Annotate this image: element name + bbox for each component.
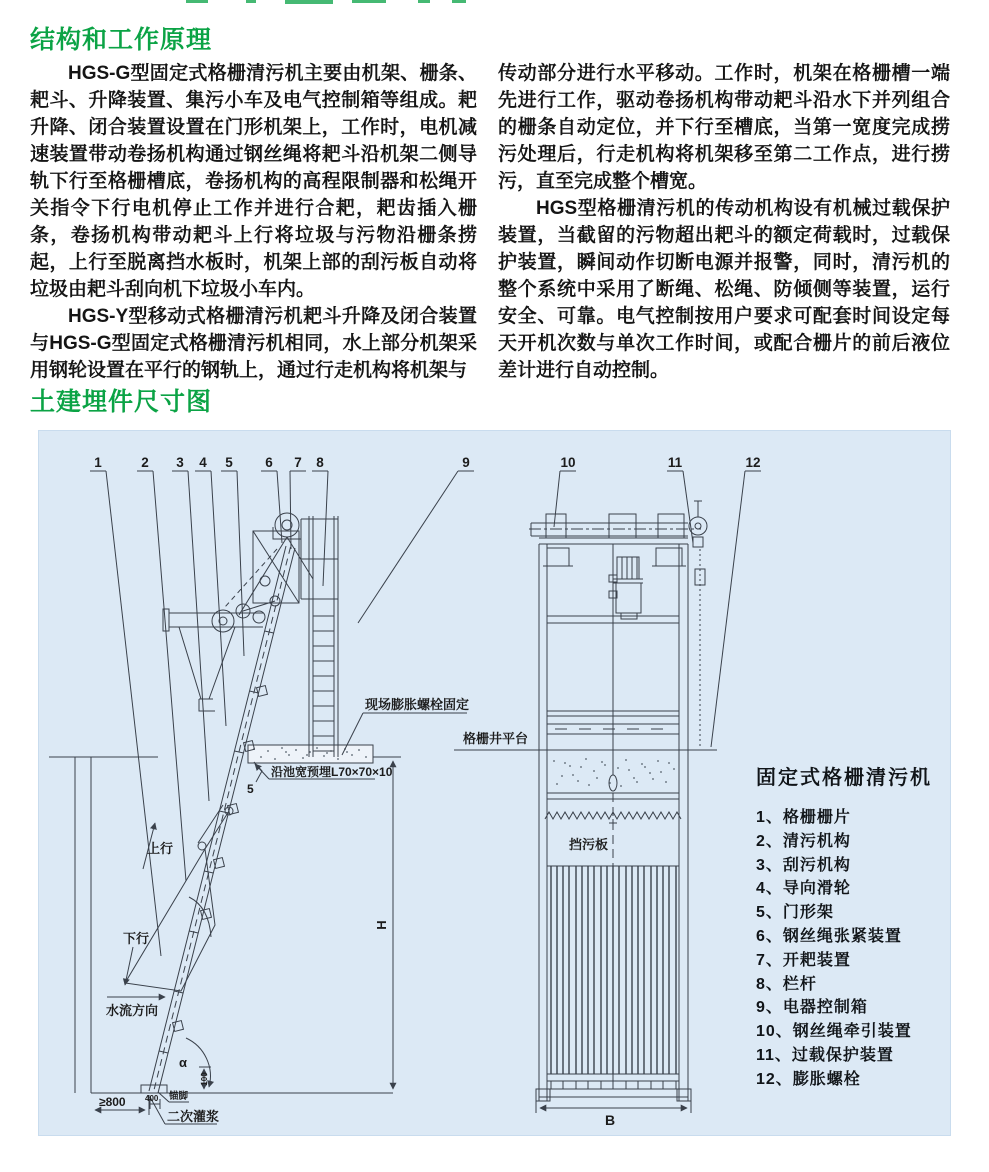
channel-wall <box>75 757 91 1093</box>
label-ge800: ≥800 <box>99 1095 126 1109</box>
callout-9: 9 <box>462 455 470 470</box>
legend-item: 11、过载保护装置 <box>756 1046 894 1064</box>
green-mark <box>352 0 386 3</box>
label-B: B <box>604 1112 616 1128</box>
dimension-diagram-panel <box>38 430 951 1136</box>
bearing-block <box>546 514 566 538</box>
principle-text-right-column <box>498 60 950 384</box>
label-platform: 格栅井平台 <box>463 731 529 746</box>
down-arrow <box>125 947 133 985</box>
label-site-bolt: 现场膨胀螺栓固定 <box>365 697 470 712</box>
callout-5: 5 <box>225 455 233 470</box>
label-up: 上行 <box>147 841 174 856</box>
section-title-principle: 结构和工作原理 <box>30 26 213 54</box>
overload-device-rod <box>694 501 702 517</box>
label-100: 100 <box>200 1072 209 1086</box>
legend-item: 1、格栅栅片 <box>756 809 851 826</box>
label-alpha: α <box>179 1055 187 1070</box>
gearbox <box>616 583 641 613</box>
legend-item: 6、钢丝绳张紧装置 <box>756 927 902 945</box>
legend-item: 8、栏杆 <box>756 975 817 993</box>
callout-2: 2 <box>141 455 149 470</box>
callout-1: 1 <box>94 455 102 470</box>
legend-item: 9、电器控制箱 <box>756 999 868 1017</box>
bearing-block <box>609 514 636 538</box>
label-grout: 二次灌浆 <box>167 1109 220 1124</box>
green-mark <box>285 0 333 4</box>
label-anchor: 锚脚 <box>169 1091 189 1102</box>
section-title-civil-dimensions: 土建埋件尺寸图 <box>30 388 213 416</box>
callout-3: 3 <box>176 455 184 470</box>
drawing-labels <box>94 455 760 1128</box>
front-view-drawing <box>454 501 717 1113</box>
label-flow: 水流方向 <box>106 1003 159 1018</box>
label-embed-5: 5 <box>247 782 254 796</box>
callout-8: 8 <box>316 455 324 470</box>
motor <box>617 557 639 579</box>
label-down: 下行 <box>123 931 150 946</box>
green-mark <box>452 0 466 3</box>
legend-item: 4、导向滑轮 <box>756 880 851 898</box>
principle-text-left-column <box>30 60 477 384</box>
callout-6: 6 <box>265 455 273 470</box>
paragraph: HGS-G型固定式格栅清污机主要由机架、栅条、耙斗、升降装置、集污小车及电气控制箱等组成。耙升降、闭合装置设置在门形机架上，工作时，电机减速装置带动卷扬机构通过钢丝绳将耙斗沿机架二侧导轨下行至格栅槽底，卷扬机构的高程限制器和松绳开关指令下行电机停止工作并进行合耙，耙齿插入栅条，卷扬机构带动耙斗上行将垃圾与污物沿栅条捞起，上行至脱离挡水板时，机架上部的刮污板自动将垃圾由耙斗刮向机下垃圾小车内。 <box>30 63 477 300</box>
legend-item: 10、钢丝绳牵引装置 <box>756 1023 912 1041</box>
label-embed: 沿池宽预埋L70×70×10 <box>271 765 393 779</box>
side-view-drawing <box>49 513 470 1124</box>
railing <box>301 519 338 599</box>
callout-11: 11 <box>667 455 683 470</box>
callout-7: 7 <box>294 455 302 470</box>
label-H: H <box>374 920 389 930</box>
embed-callout-leader <box>254 762 262 782</box>
legend-item: 12、膨胀螺栓 <box>756 1070 861 1088</box>
paragraph: 传动部分进行水平移动。工作时，机架在格栅槽一端先进行工作，驱动卷扬机构带动耙斗沿水下并列组合的栅条自动定位，并下行至槽底，当第一宽度完成捞污处理后，行走机构将机架移至第二工作点，进行捞污，直至完成整个槽宽。 <box>498 63 950 192</box>
platform-slab <box>248 745 373 763</box>
label-400: 400 <box>145 1094 159 1103</box>
grille-bars <box>551 866 676 1074</box>
legend-item: 2、清污机构 <box>756 832 851 850</box>
callout-10: 10 <box>560 455 576 470</box>
callout-12: 12 <box>745 455 761 470</box>
green-mark <box>186 0 208 3</box>
green-mark <box>246 0 256 3</box>
legend-item: 5、门形架 <box>756 904 834 922</box>
paragraph: HGS-Y型移动式格栅清污机耙斗升降及闭合装置与HGS-G型固定式格栅清污机相同，水上部分机架采用钢轮设置在平行的钢轨上，通过行走机构将机架与 <box>30 306 477 381</box>
parts-legend <box>756 761 956 1092</box>
legend-title: 固定式格栅清污机 <box>756 767 932 789</box>
legend-item: 3、刮污机构 <box>756 856 851 874</box>
concrete-stipple <box>553 758 675 787</box>
label-baffle: 挡污板 <box>569 837 609 852</box>
bearing-block <box>658 514 684 538</box>
green-mark <box>418 0 430 3</box>
paragraph: HGS型格栅清污机的传动机构设有机械过载保护装置，当截留的污物超出耙斗的额定荷载时，过载保护装置，瞬间动作切断电源并报警，同时，清污机的整个系统中采用了断绳、松绳、防倾侧等装置，运行安全、可靠。电气控制按用户要求可配套时间设定每天开机次数与单次工作时间，或配合栅片的前后液位差计进行自动控制。 <box>498 198 950 381</box>
callout-4: 4 <box>199 455 207 470</box>
head-pulley <box>275 513 299 537</box>
legend-item: 7、开耙装置 <box>756 951 851 969</box>
